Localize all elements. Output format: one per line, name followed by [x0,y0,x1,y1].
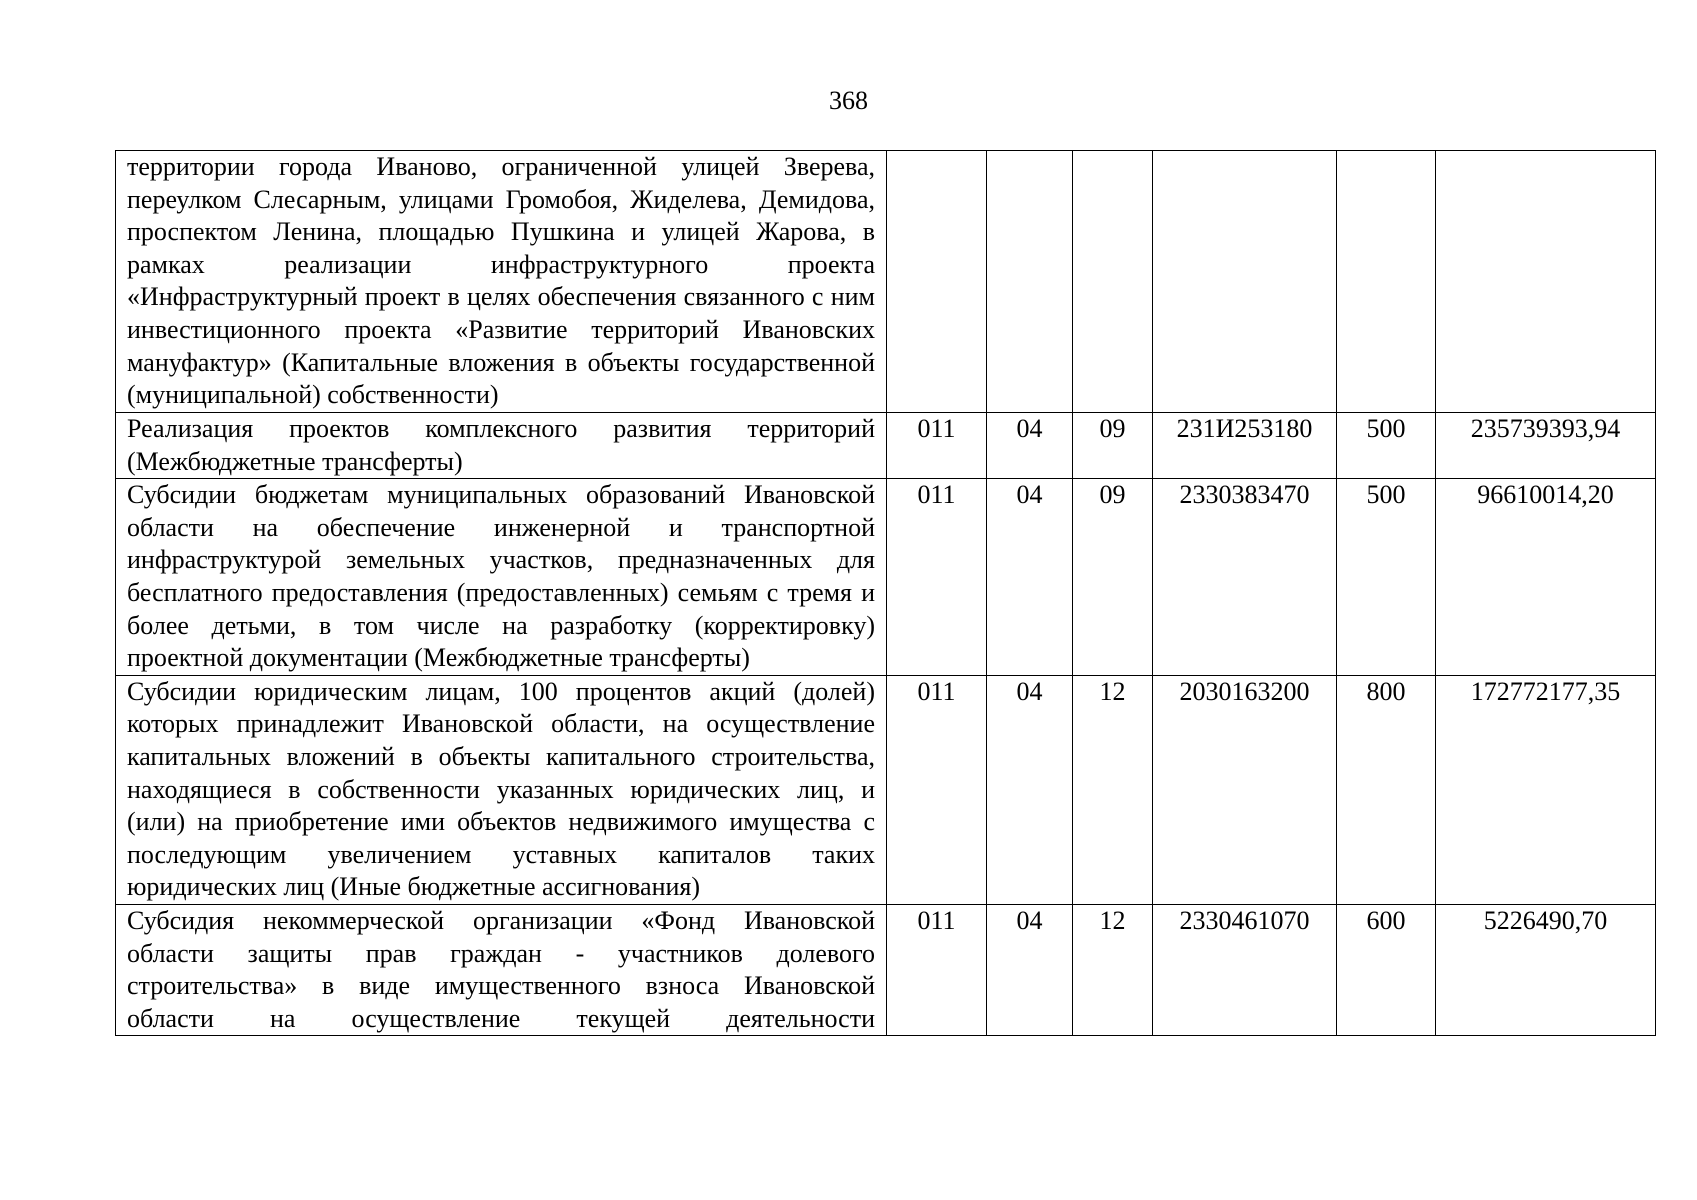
table-row [116,151,1656,413]
ministry-code: 011 [887,479,987,676]
target-article-code: 231И253180 [1153,413,1337,479]
target-article-code: 2330461070 [1153,904,1337,1035]
amount-value: 235739393,94 [1436,413,1656,479]
section-code: 04 [987,413,1073,479]
expense-type-code: 600 [1337,904,1436,1035]
section-code [987,151,1073,413]
section-code: 04 [987,675,1073,904]
subsection-code: 12 [1073,904,1153,1035]
expense-description: территории города Иваново, ограниченной улицей Зверева, переулком Слесарным, улицами Громобоя, Жиделева, Демидова, проспектом Ленина, площадью Пушкина и улицей Жарова, в рамках реализации инфраструктурного проекта «Инфраструктурный проект в целях обеспечения связанного с ним инвестиционного проекта «Развитие территорий Ивановских мануфактур» (Капитальные вложения в объекты государственной (муниципальной) собственности) [116,151,887,413]
amount-value: 5226490,70 [1436,904,1656,1035]
amount-value: 172772177,35 [1436,675,1656,904]
table-row [116,675,1656,904]
subsection-code: 12 [1073,675,1153,904]
subsection-code: 09 [1073,479,1153,676]
expense-description: Субсидии юридическим лицам, 100 процентов акций (долей) которых принадлежит Ивановской области, на осуществление капитальных вложений в объекты капитального строительства, находящиеся в собственности указанных юридических лиц, и (или) на приобретение ими объектов недвижимого имущества с последующим увеличением уставных капиталов таких юридических лиц (Иные бюджетные ассигнования) [116,675,887,904]
target-article-code [1153,151,1337,413]
amount-value: 96610014,20 [1436,479,1656,676]
target-article-code: 2030163200 [1153,675,1337,904]
subsection-code: 09 [1073,413,1153,479]
ministry-code: 011 [887,904,987,1035]
table-row [116,904,1656,1035]
expense-type-code: 500 [1337,479,1436,676]
amount-value [1436,151,1656,413]
expense-description: Субсидии бюджетам муниципальных образований Ивановской области на обеспечение инженерной и транспортной инфраструктурой земельных участков, предназначенных для бесплатного предоставления (предоставленных) семьям с тремя и более детьми, в том числе на разработку (корректировку) проектной документации (Межбюджетные трансферты) [116,479,887,676]
section-code: 04 [987,904,1073,1035]
section-code: 04 [987,479,1073,676]
expense-description: Реализация проектов комплексного развития территорий (Межбюджетные трансферты) [116,413,887,479]
ministry-code [887,151,987,413]
subsection-code [1073,151,1153,413]
expense-type-code: 800 [1337,675,1436,904]
expense-type-code [1337,151,1436,413]
ministry-code: 011 [887,413,987,479]
page-number: 368 [829,86,868,115]
table-row [116,413,1656,479]
expense-description: Субсидия некоммерческой организации «Фонд Ивановской области защиты прав граждан - участников долевого строительства» в виде имущественного взноса Ивановской области на осуществление текущей деятельности [116,904,887,1035]
expense-type-code: 500 [1337,413,1436,479]
table-row [116,479,1656,676]
target-article-code: 2330383470 [1153,479,1337,676]
budget-allocation-table [115,150,1656,1036]
ministry-code: 011 [887,675,987,904]
